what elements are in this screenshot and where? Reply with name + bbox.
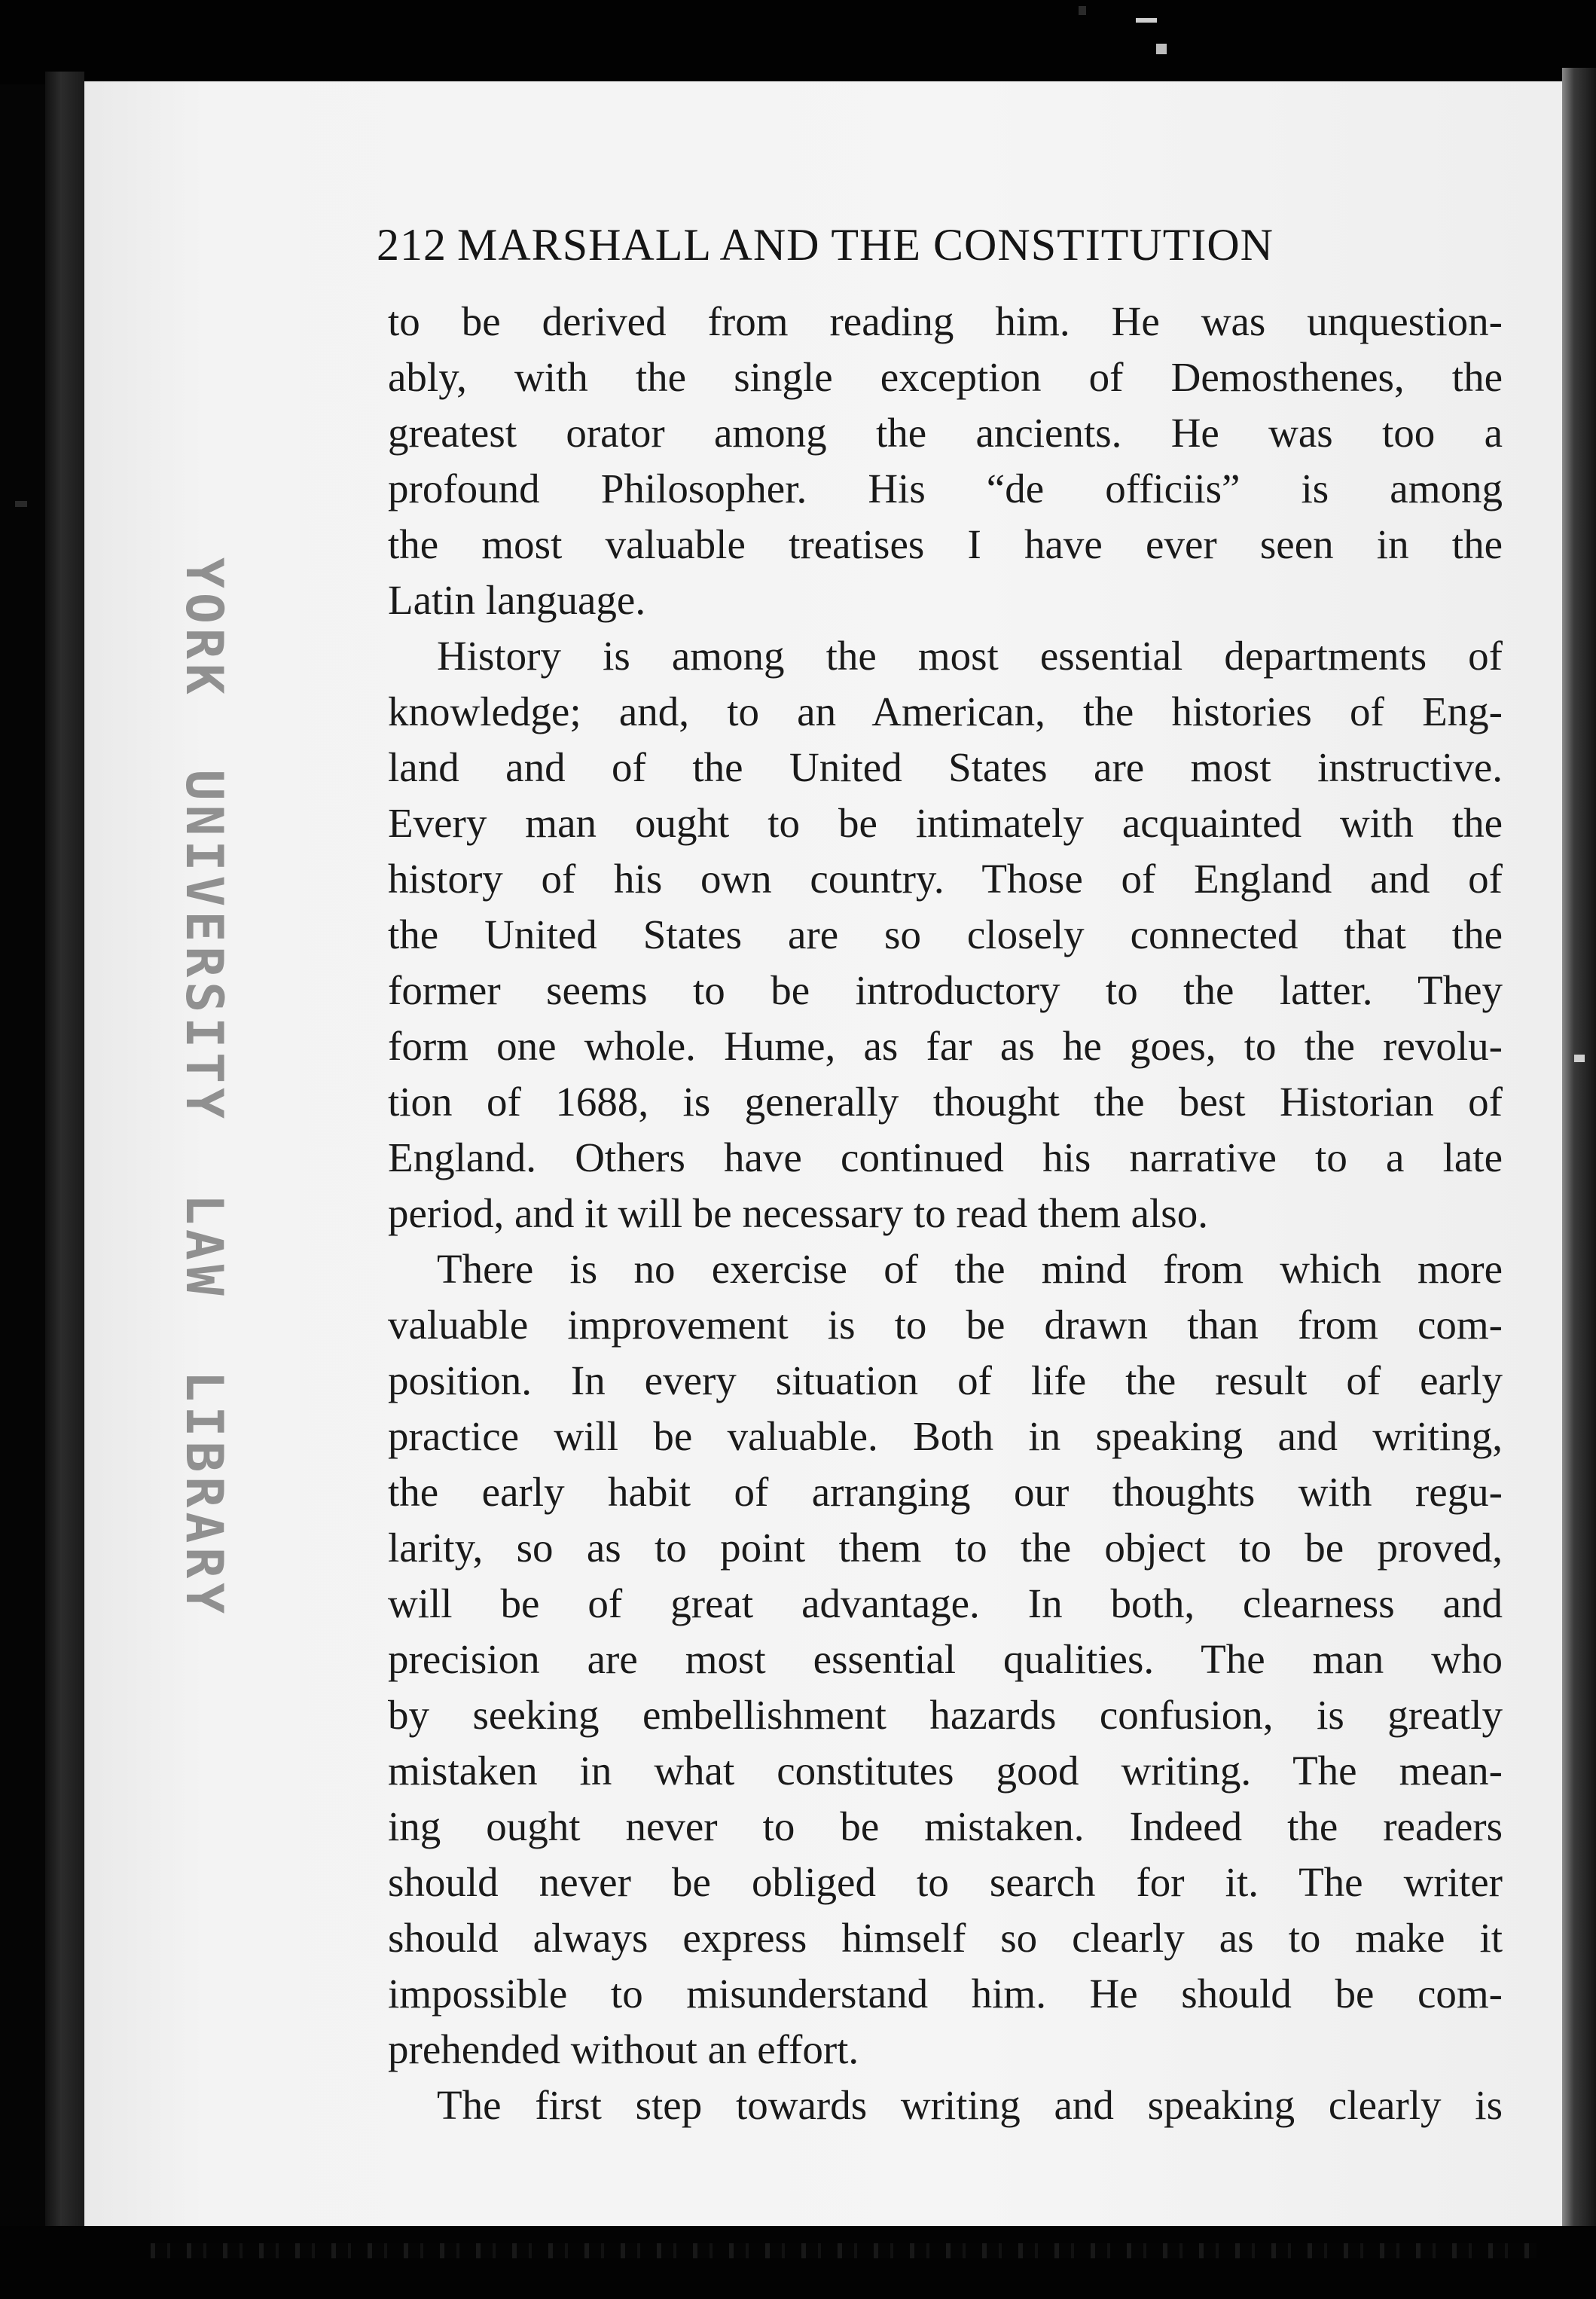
text-line: the United States are so closely connected that the — [388, 911, 1503, 957]
library-stamp-text: YORK UNIVERSITY LAW LIBRARY — [174, 557, 233, 1619]
running-head — [377, 211, 1424, 279]
text-line: precision are most essential qualities. The man who — [388, 1636, 1503, 1682]
text-line: should never be obliged to search for it. The writer — [388, 1859, 1503, 1905]
scan-speck — [1156, 44, 1167, 54]
text-line: impossible to misunderstand him. He should be com- — [388, 1971, 1503, 2017]
text-line: History is among the most essential departments of — [437, 633, 1503, 679]
scan-speck — [1079, 6, 1086, 15]
page-right-edge — [1562, 68, 1596, 2237]
text-line: ing ought never to be mistaken. Indeed the readers — [388, 1803, 1503, 1849]
text-line: ably, with the single exception of Demosthenes, the — [388, 354, 1503, 400]
text-line: the most valuable treatises I have ever seen in the — [388, 521, 1503, 567]
book-spine-edge — [45, 72, 84, 2233]
text-line: The first step towards writing and speaking clearly is — [437, 2082, 1503, 2128]
scan-speck — [1136, 18, 1157, 23]
library-stamp — [158, 557, 249, 1619]
text-line: valuable improvement is to be drawn than from com- — [388, 1302, 1503, 1348]
film-border-texture — [151, 2243, 1536, 2258]
text-line: knowledge; and, to an American, the histories of Eng- — [388, 688, 1503, 734]
text-line: larity, so as to point them to the object to be proved, — [388, 1525, 1503, 1571]
paragraph — [388, 1241, 1503, 2078]
text-line: should always express himself so clearly as to make it — [388, 1915, 1503, 1961]
text-line: history of his own country. Those of England and of — [388, 856, 1503, 902]
paragraph — [388, 628, 1503, 1241]
running-title: MARSHALL AND THE CONSTITUTION — [457, 220, 1274, 270]
text-line: position. In every situation of life the result of early — [388, 1357, 1503, 1403]
text-line: mistaken in what constitutes good writing. The mean- — [388, 1748, 1503, 1794]
text-line: tion of 1688, is generally thought the best Historian of — [388, 1079, 1503, 1125]
text-line: greatest orator among the ancients. He was too a — [388, 410, 1503, 456]
text-line: prehended without an effort. — [388, 2026, 859, 2072]
text-line: period, and it will be necessary to read them also. — [388, 1190, 1208, 1236]
text-line: Latin language. — [388, 577, 646, 623]
paragraph — [388, 294, 1503, 628]
text-line: land and of the United States are most instructive. — [388, 744, 1503, 790]
text-line: practice will be valuable. Both in speaking and writing, — [388, 1413, 1503, 1459]
text-line: by seeking embellishment hazards confusion, is greatly — [388, 1692, 1503, 1738]
page-number: 212 — [377, 220, 447, 270]
text-line: England. Others have continued his narrative to a late — [388, 1134, 1503, 1180]
text-line: the early habit of arranging our thoughts with regu- — [388, 1469, 1503, 1515]
text-line: There is no exercise of the mind from which more — [437, 1246, 1503, 1292]
body-text — [388, 294, 1503, 2133]
text-line: Every man ought to be intimately acquainted with the — [388, 800, 1503, 846]
paragraph — [388, 2078, 1503, 2133]
text-line: former seems to be introductory to the latter. They — [388, 967, 1503, 1013]
film-border-bottom — [0, 2226, 1596, 2299]
text-line: will be of great advantage. In both, clearness and — [388, 1580, 1503, 1626]
scan-speck — [15, 501, 27, 507]
film-border-top — [0, 0, 1596, 84]
text-line: to be derived from reading him. He was unquestion- — [388, 298, 1503, 344]
text-line: profound Philosopher. His “de officiis” is among — [388, 466, 1503, 511]
text-line: form one whole. Hume, as far as he goes, to the revolu- — [388, 1023, 1503, 1069]
scan-speck — [1574, 1055, 1585, 1062]
